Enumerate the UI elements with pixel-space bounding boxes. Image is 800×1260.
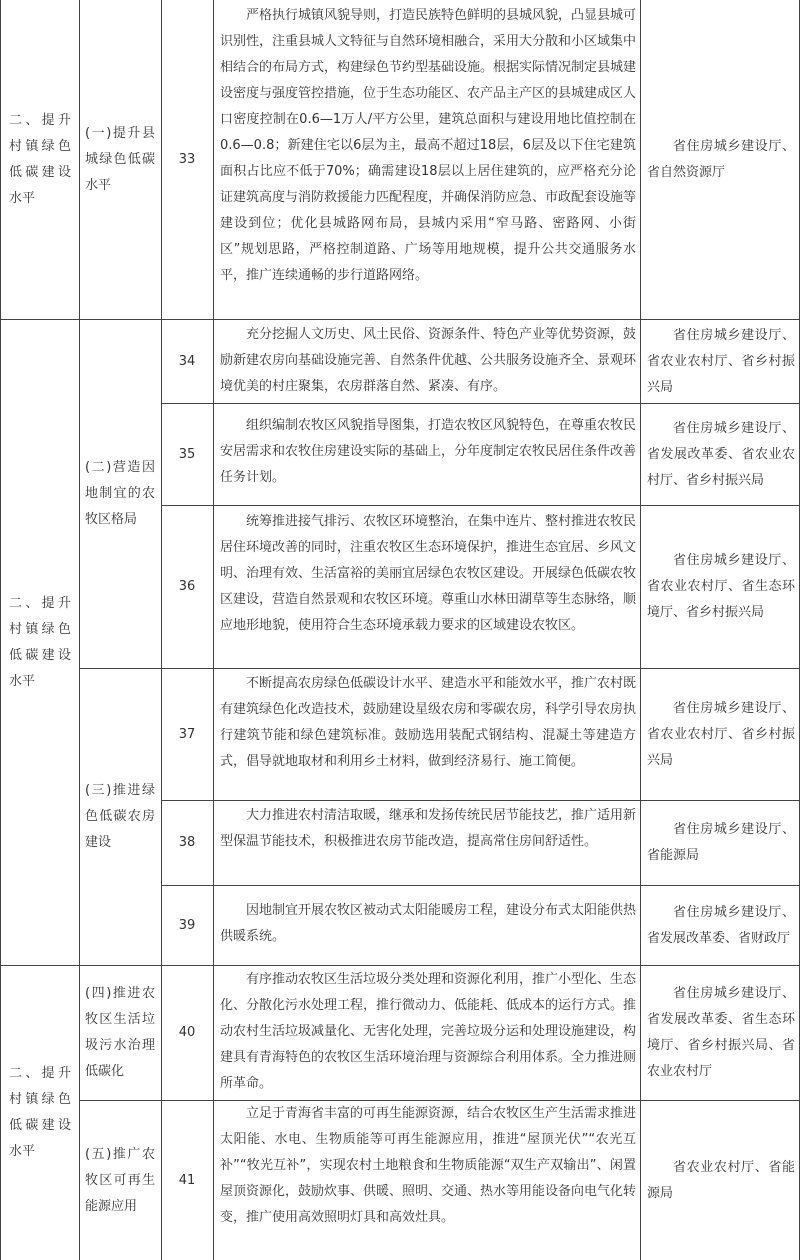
row-number: 38 xyxy=(178,835,196,850)
section-cell: 二、提升村镇绿色低碳建设水平 xyxy=(9,595,71,689)
group-cell: (五)推广农牧区可再生能源应用 xyxy=(85,1146,155,1214)
row-content: 大力推进农村清洁取暖，继承和发扬传统民居节能技艺，推广适用新型保温节能技术，积极推进农房节能改造，提高常住房间舒适性。 xyxy=(220,808,637,849)
row-number: 35 xyxy=(178,446,196,462)
group-cell: (四)推进农牧区生活垃圾污水治理低碳化 xyxy=(85,986,155,1079)
row-number: 36 xyxy=(178,579,196,594)
row-content: 因地制宜开展农牧区被动式太阳能暖房工程，建设分布式太阳能供热供暖系统。 xyxy=(220,903,637,944)
row-department: 省住房城乡建设厅、省自然资源厅 xyxy=(647,138,795,180)
row-content: 不断提高农房绿色低碳设计水平、建造水平和能效水平，推广农村既有建筑绿色化改造技术，鼓励建设星级农房和零碳农房，科学引导农房执行建筑节能和绿色建筑标准。鼓励选用装配式钢结构、混凝土等建造方式，倡导就地取材和利用乡土材料，做到经济易行、施工简便。 xyxy=(220,676,637,769)
row-number: 34 xyxy=(178,353,196,369)
row-department: 省住房城乡建设厅、省农业农村厅、省生态环境厅、省乡村振兴局 xyxy=(647,553,795,620)
row-content: 充分挖掘人文历史、风土民俗、资源条件、特色产业等优势资源，鼓励新建农房向基础设施完善、自然条件优越、公共服务设施齐全、景观环境优美的村庄聚集，农房群落自然、紧凑、有序。 xyxy=(220,327,637,394)
row-department: 省住房城乡建设厅、省发展改革委、省农业农村厅、省乡村振兴局 xyxy=(647,420,795,488)
row-content: 有序推动农牧区生活垃圾分类处理和资源化利用，推广小型化、生态化、分散化污水处理工程，推行微动力、低能耗、低成本的运行方式。推动农村生活垃圾减量化、无害化处理，完善垃圾分运和处理设施建设，构建具有青海特色的农牧区生活环境治理与资源综合利用体系。全力推进厕所革命。 xyxy=(220,972,637,1091)
row-department: 省住房城乡建设厅、省农业农村厅、省乡村振兴局 xyxy=(647,327,795,395)
row-department: 省住房城乡建设厅、省发展改革委、省生态环境厅、省乡村振兴局、省农业农村厅 xyxy=(647,986,795,1079)
row-number: 39 xyxy=(178,917,196,933)
row-number: 41 xyxy=(178,1172,196,1188)
row-number: 40 xyxy=(178,1025,196,1040)
row-department: 省住房城乡建设厅、省发展改革委、省财政厅 xyxy=(647,904,795,946)
section-cell: 二、提升村镇绿色低碳建设水平 xyxy=(9,112,71,206)
group-cell: (二)营造因地制宜的农牧区格局 xyxy=(85,460,155,527)
row-number: 33 xyxy=(178,151,196,167)
group-cell: (一)提升县城绿色低碳水平 xyxy=(85,125,155,193)
row-content: 严格执行城镇风貌导则，打造民族特色鲜明的县城风貌，凸显县城可识别性，注重县城人文特征与自然环境相融合，采用大分散和小区域集中相结合的布局方式，构建绿色节约型基础设施。根据实际情况制定县城建设密度与强度管控措施，位于生态功能区、农产品主产区的县城建成区人口密度控制在0.6—1万人/平方公里，建筑总面积与建设用地比值控制在0.6—0.8；新建住宅以6层为主，最高不超过18层，6层及以下住宅建筑面积占比应不低于70%；确需建设18层以上居住建筑的，应严格充分论证建筑高度与消防救援能力匹配程度，并确保消防应急、市政配套设施等建设到位；优化县城路网布局，县城内采用“窄马路、密路网、小街区”规划思路，严格控制道路、广场等用地规模，提升公共交通服务水平，推广连续通畅的步行道路网络。 xyxy=(220,8,637,283)
row-content: 组织编制农牧区风貌指导图集，打造农牧区风貌特色，在尊重农牧民安居需求和农牧住房建设实际的基础上，分年度制定农牧民居住条件改善任务计划。 xyxy=(220,418,637,485)
row-content: 统筹推进接气排污、农牧区环境整治，在集中连片、整村推进农牧民居住环境改善的同时，注重农牧区生态环境保护，推进生态宜居、乡风文明、治理有效、生活富裕的美丽宜居绿色农牧区建设。开展绿色低碳农牧区建设，营造自然景观和农牧区环境。尊重山水林田湖草等生态脉络，顺应地形地貌，使用符合生态环境承载力要求的区域建设农牧区。 xyxy=(220,514,637,633)
group-cell: (三)推进绿色低碳农房建设 xyxy=(85,783,155,850)
row-department: 省住房城乡建设厅、省农业农村厅、省乡村振兴局 xyxy=(647,700,795,768)
row-number: 37 xyxy=(178,726,196,742)
row-department: 省住房城乡建设厅、省能源局 xyxy=(647,822,795,863)
row-content: 立足于青海省丰富的可再生能源资源，结合农牧区生产生活需求推进太阳能、水电、生物质能等可再生能源应用，推进“屋顶光伏”“农光互补”“牧光互补”，实现农村土地粮食和生物质能源“双生产双输出”、闲置屋顶资源化，鼓励炊事、供暖、照明、交通、热水等用能设备向电气化转变，推广使用高效照明灯具和高效灶具。 xyxy=(220,1106,637,1225)
row-department: 省农业农村厅、省能源局 xyxy=(647,1159,795,1201)
section-cell: 二、提升村镇绿色低碳建设水平 xyxy=(9,1066,71,1159)
